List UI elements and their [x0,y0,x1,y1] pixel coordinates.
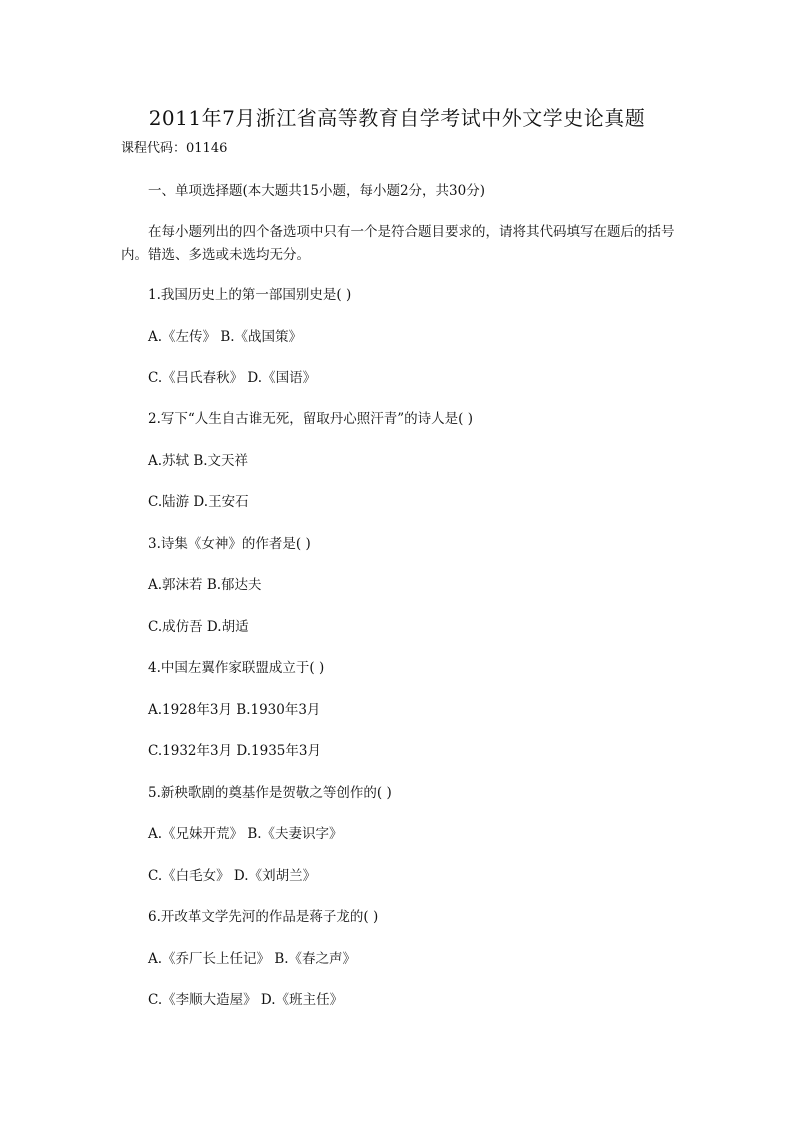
question-1-options-ab: A.《左传》 B.《战国策》 [148,329,303,345]
instructions: 在每小题列出的四个备选项中只有一个是符合题目要求的，请将其代码填写在题后的括号内。错选、多选或未选均无分。 [121,224,675,263]
document-title: 2011年7月浙江省高等教育自学考试中外文学史论真题 [148,106,646,130]
question-1-stem: 1.我国历史上的第一部国别史是( ) [148,287,352,303]
question-6-stem: 6.开改革文学先河的作品是蒋子龙的( ) [148,909,379,925]
question-4-options-ab: A.1928年3月 B.1930年3月 [148,702,321,718]
question-1-options-cd: C.《吕氏春秋》 D.《国语》 [148,370,317,386]
course-code: 课程代码：01146 [121,141,228,156]
question-5-stem: 5.新秧歌剧的奠基作是贺敬之等创作的( ) [148,785,392,801]
question-6-options-ab: A.《乔厂长上任记》 B.《春之声》 [148,951,357,967]
question-3-options-cd: C.成仿吾 D.胡适 [148,619,249,635]
question-6-options-cd: C.《李顺大造屋》 D.《班主任》 [148,992,344,1008]
question-5-options-cd: C.《白毛女》 D.《刘胡兰》 [148,868,317,884]
question-3-stem: 3.诗集《女神》的作者是( ) [148,536,311,552]
question-4-options-cd: C.1932年3月 D.1935年3月 [148,743,321,759]
question-2-stem: 2.写下“人生自古谁无死，留取丹心照汗青”的诗人是( ) [148,411,474,427]
section-heading: 一、单项选择题(本大题共15小题，每小题2分，共30分) [148,183,485,199]
question-2-options-cd: C.陆游 D.王安石 [148,494,249,510]
question-3-options-ab: A.郭沫若 B.郁达夫 [148,577,262,593]
question-2-options-ab: A.苏轼 B.文天祥 [148,453,249,469]
question-4-stem: 4.中国左翼作家联盟成立于( ) [148,660,325,676]
question-5-options-ab: A.《兄妹开荒》 B.《夫妻识字》 [148,826,343,842]
